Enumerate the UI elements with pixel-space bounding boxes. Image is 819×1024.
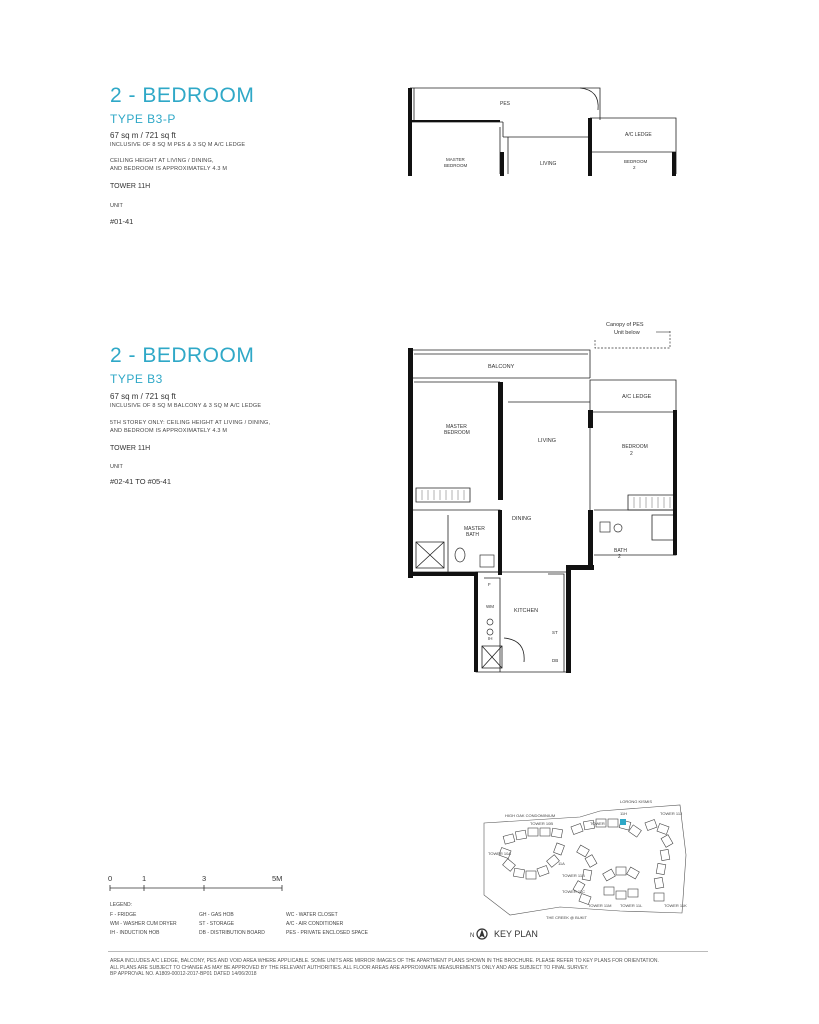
unit2-bath2-label-1: BATH: [614, 548, 627, 554]
unit2-tower: TOWER 11H: [110, 445, 151, 452]
footer-line: BP APPROVAL NO. A1809-00012-2017-BP01 DATED 14/06/2018: [110, 971, 257, 977]
legend-column-1: [110, 911, 177, 938]
legend-item: GH - GAS HOB: [199, 912, 234, 918]
legend-item: PES - PRIVATE ENCLOSED SPACE: [286, 930, 368, 936]
unit2-living-label: LIVING: [538, 438, 557, 444]
legend-item: WM - WASHER CUM DRYER: [110, 921, 177, 927]
key-plan-11a-label: 11A: [558, 861, 565, 866]
key-plan-11j-label: TOWER 11J: [660, 811, 683, 816]
unit1-tower: TOWER 11H: [110, 183, 151, 190]
unit2-area: 67 sq m / 721 sq ft: [110, 392, 176, 401]
unit2-bath2-label-2: 2: [618, 554, 621, 560]
key-plan-label: KEY PLAN: [494, 929, 538, 939]
key-plan-map: [470, 795, 695, 947]
key-plan-11k-label: TOWER 11K: [664, 903, 687, 908]
unit2-ceiling-line1: 5TH STOREY ONLY: CEILING HEIGHT AT LIVING / DINING,: [110, 420, 271, 426]
unit1-unit-label: UNIT: [110, 203, 123, 209]
legend-column-3: [286, 911, 368, 938]
footer-divider: [108, 951, 708, 952]
unit2-unit-label: UNIT: [110, 464, 123, 470]
footer-notes: [110, 958, 659, 978]
unit2-unit-numbers: #02-41 TO #05-41: [110, 477, 172, 486]
unit2-balcony-label: BALCONY: [488, 364, 515, 370]
key-plan-11b-label: TOWER 11B: [562, 873, 585, 878]
key-plan-11c-label: TOWER 11C: [562, 889, 585, 894]
unit2-bedroom2-label-1: BEDROOM: [622, 444, 648, 450]
unit1-inclusive: INCLUSIVE OF 8 SQ M PES & 3 SQ M A/C LEDGE: [110, 142, 246, 148]
unit1-ceiling-line1: CEILING HEIGHT AT LIVING / DINING,: [110, 158, 214, 164]
scale-tick-1: 1: [142, 874, 147, 883]
key-plan-10b-label: TOWER 10B: [530, 821, 554, 826]
unit1-master-label-1: MASTER: [446, 157, 465, 162]
unit2-type: TYPE B3: [110, 372, 163, 386]
key-plan-lorong-label: LORONG KISMIS: [620, 799, 653, 804]
legend-item: A/C - AIR CONDITIONER: [286, 921, 344, 927]
unit2-master-bath-label-2: BATH: [466, 532, 479, 538]
unit1-unit-numbers: #01-41: [110, 217, 134, 226]
legend-item: F - FRIDGE: [110, 912, 137, 918]
legend-column-2: [199, 911, 265, 938]
legend-item: IH - INDUCTION HOB: [110, 930, 160, 936]
unit2-inclusive: INCLUSIVE OF 8 SQ M BALCONY & 3 SQ M A/C LEDGE: [110, 403, 262, 409]
key-plan-highoak-label: HIGH OAK CONDOMINIUM: [505, 813, 556, 818]
unit1-title: 2 - BEDROOM: [110, 84, 255, 107]
footer-line: ALL PLANS ARE SUBJECT TO CHANGE AS MAY BE APPROVED BY THE RELEVANT AUTHORITIES. ALL FLOOR AREAS ARE APPROXIMATE MEASUREMENTS ONLY AND ARE SUBJECT TO FINAL SURVEY.: [110, 964, 589, 971]
key-plan-11m-label: TOWER 11M: [588, 903, 612, 908]
unit2-fridge-label: F: [488, 582, 491, 587]
unit1-ac-ledge-label: A/C LEDGE: [625, 132, 652, 138]
unit2-floor-plan: [400, 310, 700, 680]
unit1-pes-label: PES: [500, 101, 511, 107]
unit1-living-label: LIVING: [540, 161, 557, 167]
unit2-master-bedroom-label-1: MASTER: [446, 424, 467, 430]
key-plan-north-label: N: [470, 933, 475, 939]
key-plan-tower-label: TOWER: [590, 821, 605, 826]
scale-tick-5m: 5M: [272, 874, 283, 883]
scale-bar: [106, 872, 296, 894]
canopy-label-1: Canopy of PES: [606, 322, 644, 328]
unit2-bedroom2-label-2: 2: [630, 451, 633, 457]
unit2-title: 2 - BEDROOM: [110, 344, 255, 367]
legend-item: ST - STORAGE: [199, 921, 235, 927]
legend-title: LEGEND:: [110, 902, 132, 908]
unit2-wm-label: WM: [486, 604, 494, 609]
unit2-kitchen-label: KITCHEN: [514, 608, 539, 614]
unit1-bedroom2-label-1: BEDROOM: [624, 159, 648, 164]
unit1-ceiling-line2: AND BEDROOM IS APPROXIMATELY 4.3 M: [110, 166, 228, 172]
legend-item: WC - WATER CLOSET: [286, 912, 338, 918]
unit2-ceiling-line2: AND BEDROOM IS APPROXIMATELY 4.3 M: [110, 428, 228, 434]
unit1-master-label-2: BEDROOM: [444, 163, 468, 168]
unit2-ac-ledge-label: A/C LEDGE: [622, 394, 652, 400]
scale-tick-0: 0: [108, 874, 113, 883]
footer-line: AREA INCLUDES A/C LEDGE, BALCONY, PES AND VOID AREA WHERE APPLICABLE. SOME UNITS ARE MIRROR IMAGES OF THE APARTMENT PLANS SHOWN IN THE BROCHURE. PLEASE REFER TO KEY PLANS FOR ORIENTATION.: [110, 958, 659, 964]
unit2-dining-label: DINING: [512, 516, 532, 522]
unit2-db-label: DB: [552, 658, 559, 663]
scale-tick-3: 3: [202, 874, 207, 883]
key-plan-creek-label: THE CREEK @ BUKIT: [546, 915, 587, 920]
unit1-type: TYPE B3-P: [110, 112, 176, 126]
unit1-area: 67 sq m / 721 sq ft: [110, 131, 176, 140]
unit2-st-label: ST: [552, 630, 558, 635]
unit1-floor-plan: [400, 82, 690, 182]
unit2-master-bath-label-1: MASTER: [464, 526, 485, 532]
unit2-ih-label: IH: [488, 636, 493, 641]
key-plan-10a-label: TOWER 10A: [488, 851, 512, 856]
key-plan-11l-label: TOWER 11L: [620, 903, 643, 908]
unit1-bedroom2-label-2: 2: [633, 165, 636, 170]
key-plan-unit-highlight: [620, 819, 626, 825]
unit2-master-bedroom-label-2: BEDROOM: [444, 430, 470, 436]
key-plan-11h-label: 11H: [620, 811, 628, 816]
canopy-label-2: Unit below: [614, 330, 640, 336]
legend-item: DB - DISTRIBUTION BOARD: [199, 930, 265, 936]
